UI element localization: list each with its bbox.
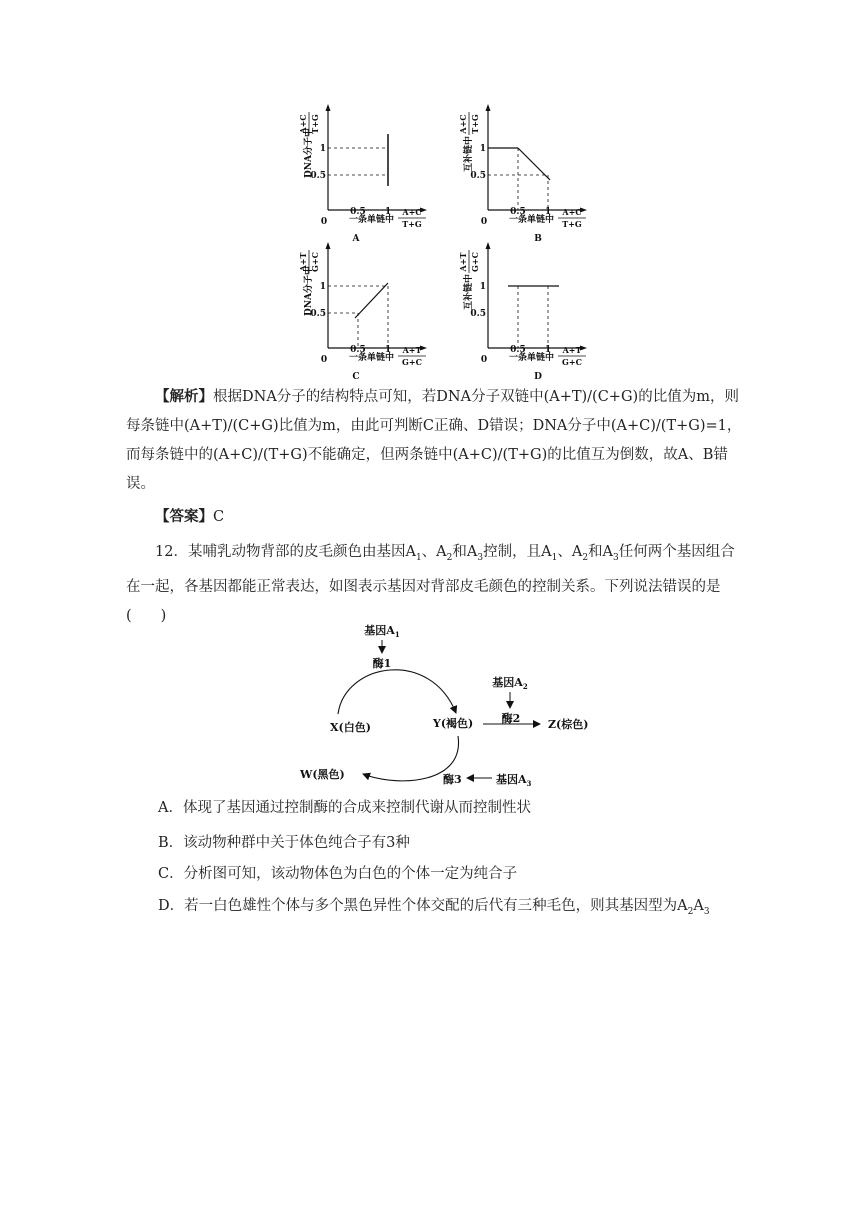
enzyme2-label: 酶2 [501, 712, 521, 725]
arc-x-to-y [338, 670, 456, 714]
question-12 [126, 538, 746, 631]
option-d-sub-2: 3 [703, 906, 710, 917]
graph-a-xtick-1: 1 [384, 207, 392, 217]
graph-d-ylabel-num: A+T [458, 252, 468, 272]
option-c-text: 分析图可知，该动物体色为白色的个体一定为纯合子 [183, 866, 518, 882]
enzyme3-label: 酶3 [443, 773, 462, 786]
graph-b-xlabel: 一条单链中 [508, 215, 554, 225]
option-d-sub-1: 2 [687, 906, 694, 917]
question-number: 12． [155, 544, 188, 560]
graph-d-xlabel-den: G+C [562, 357, 582, 367]
graph-d-ylabel: 互补链中 [464, 273, 474, 310]
graph-c-caption: C [352, 372, 360, 382]
analysis-text: 根据DNA分子的结构特点可知，若DNA分子双链中(A+T)/(C+G)的比值为m，则每条链中(A+T)/(C+G)比值为m，由此可判断C正确、D错误；DNA分子中(A+C)/(T+G)=1，而每条链中的(A+C)/(T+G)不能确定，但两条链中(A+C)/(T+G)的比值互为倒数，故A、B错误。 [126, 389, 742, 492]
option-c[interactable] [158, 864, 517, 884]
gene-a2-label: 基因$A_2$ [492, 676, 528, 691]
option-b[interactable] [158, 833, 410, 853]
graph-b-line [518, 148, 550, 180]
question-sub-3: 3 [477, 552, 484, 563]
option-b-text: 该动物种群中关于体色纯合子有3种 [183, 835, 410, 851]
question-text-4: 控制，且A [483, 544, 552, 560]
graph-b-ylabel-num: A+C [458, 114, 468, 134]
question-text-6: 和A [588, 544, 614, 560]
option-b-letter: B． [158, 835, 184, 851]
graph-c-xtick-0: 0 [320, 355, 328, 365]
option-a-text: 体现了基因通过控制酶的合成来控制代谢从而控制性状 [182, 800, 531, 816]
option-c-letter: C． [158, 866, 184, 882]
answer-value: C [213, 509, 225, 525]
graph-b-xtick-1: 1 [544, 207, 552, 217]
question-text-3: 和A [452, 544, 478, 560]
analysis-label: 【解析】 [155, 388, 213, 405]
answer-label: 【答案】 [155, 508, 213, 525]
graph-a-ytick-1: 1 [319, 144, 326, 154]
graph-c-xlabel-den: G+C [402, 357, 422, 367]
graph-a [298, 100, 448, 250]
option-d-text: 若一白色雄性个体与多个黑色异性个体交配的后代有三种毛色，则其基因型为A [184, 898, 688, 914]
graph-a-ylabel-den: T+G [310, 114, 320, 134]
graph-a-xlabel: 一条单链中 [348, 215, 394, 225]
z-tan-label: Z(棕色) [548, 718, 589, 731]
graph-c-ylabel-den: G+C [310, 252, 320, 272]
graph-c-ylabel-num: A+T [298, 252, 308, 272]
graph-d-xlabel-num: A+T [562, 345, 582, 355]
graph-d-xlabel: 一条单链中 [508, 353, 554, 363]
graph-a-ylabel: DNA分子中 [304, 127, 314, 178]
question-sub-4: 1 [551, 552, 558, 563]
y-brown-label: Y(褐色) [433, 717, 474, 730]
graph-b-caption: B [534, 234, 542, 244]
option-d-letter: D． [158, 898, 185, 914]
graph-c-ytick-1: 1 [319, 282, 326, 292]
graph-b-ylabel: 互补链中 [464, 135, 474, 172]
question-sub-1: 1 [415, 552, 422, 563]
graph-c-xtick-1: 1 [384, 345, 392, 355]
graph-a-xlabel-den: T+G [402, 219, 422, 229]
graph-d-xtick-0: 0 [480, 355, 488, 365]
graph-a-xtick-0: 0 [320, 217, 328, 227]
graph-d-ytick-05: 0.5 [470, 309, 486, 319]
analysis-paragraph [126, 382, 746, 499]
option-a-letter: A． [158, 800, 183, 816]
question-sub-2: 2 [446, 552, 453, 563]
graph-c-ytick-05: 0.5 [310, 309, 326, 319]
graph-d-ylabel-den: G+C [470, 252, 480, 272]
graph-b-xlabel-num: A+C [562, 207, 582, 217]
question-sub-6: 3 [613, 552, 619, 563]
graph-d-xtick-1: 1 [544, 345, 552, 355]
graph-c-ylabel: DNA分子中 [304, 265, 314, 316]
graph-d-ytick-1: 1 [479, 282, 486, 292]
graph-b-ytick-1: 1 [479, 144, 486, 154]
option-a[interactable] [158, 798, 531, 818]
gene-a3-label: 基因$A_3$ [496, 773, 532, 788]
w-black-label: W(黑色) [300, 768, 345, 781]
graph-b-ytick-05: 0.5 [470, 171, 486, 181]
graph-d [458, 238, 608, 388]
graph-b-xtick-0: 0 [480, 217, 488, 227]
x-white-label: X(白色) [330, 721, 371, 734]
graph-b-xtick-05: 0.5 [510, 207, 526, 217]
enzyme1-label: 酶1 [372, 657, 392, 670]
question-sub-5: 2 [582, 552, 589, 563]
graph-a-caption: A [352, 234, 360, 244]
graph-d-caption: D [534, 372, 542, 382]
graph-c-xtick-05: 0.5 [350, 345, 366, 355]
graph-b [458, 100, 608, 250]
option-d[interactable] [158, 896, 710, 922]
question-text-1: 某哺乳动物背部的皮毛颜色由基因A [187, 544, 416, 560]
question-text-7: 任何两个基因组合在一起，各基因都能正常表达，如图表示基因对背部皮毛颜色的控制关系。下列说法错误的是( ) [126, 544, 735, 624]
graph-d-xtick-05: 0.5 [510, 345, 526, 355]
gene-a1-label: 基因$A_1$ [364, 624, 400, 639]
graph-a-xtick-05: 0.5 [350, 207, 366, 217]
graph-c-xlabel-num: A+T [402, 345, 422, 355]
option-d-mid: A [693, 898, 704, 914]
graph-a-xlabel-num: A+C [402, 207, 422, 217]
question-text-2: 、A [421, 544, 447, 560]
graph-a-ytick-05: 0.5 [310, 171, 326, 181]
graph-a-ylabel-num: A+C [298, 114, 308, 134]
graph-c-line [355, 283, 388, 318]
graph-b-ylabel-den: T+G [470, 114, 480, 134]
answer-paragraph [126, 502, 746, 532]
graph-c-xlabel: 一条单链中 [348, 353, 394, 363]
graph-c [298, 238, 448, 388]
gene-pathway-diagram [290, 618, 610, 788]
graph-b-xlabel-den: T+G [562, 219, 582, 229]
question-text-5: 、A [557, 544, 583, 560]
